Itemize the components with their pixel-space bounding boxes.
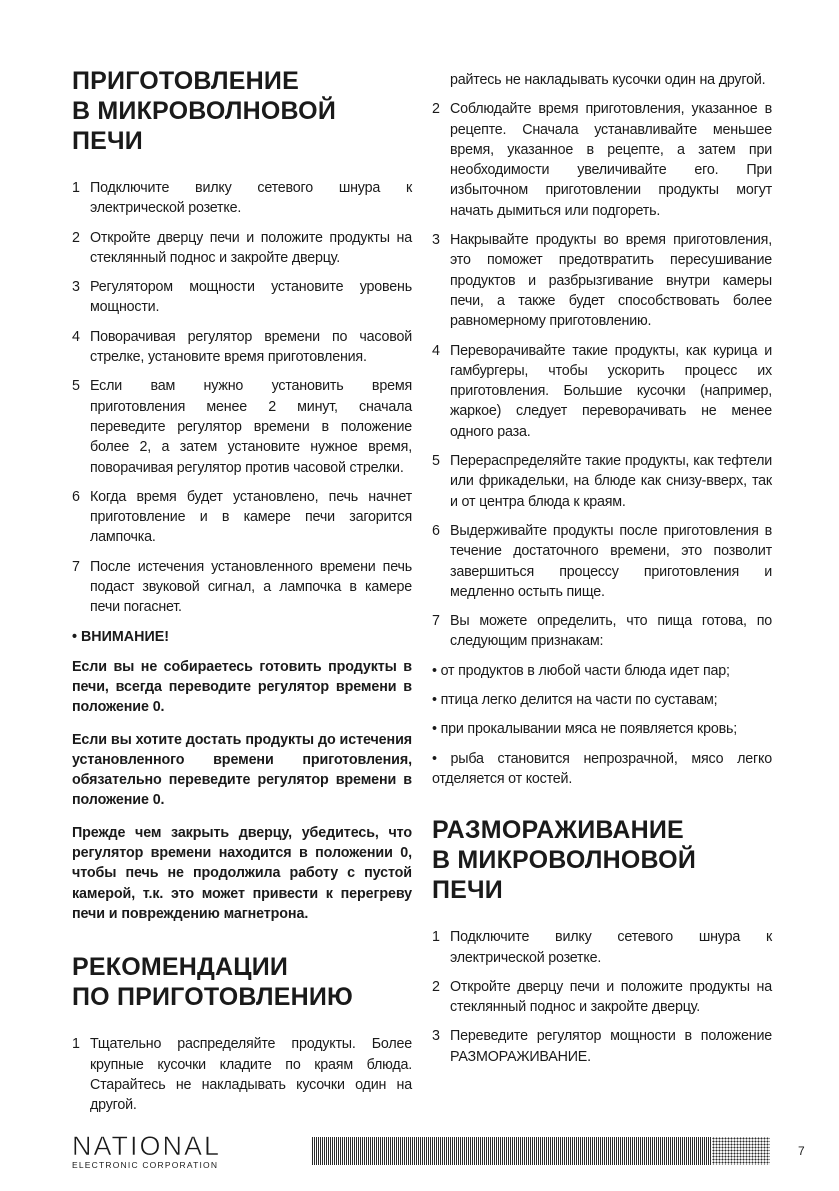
- step-number: 5: [432, 453, 440, 470]
- list-item: [72, 557, 412, 618]
- step-text: Когда время будет установлено, печь начнет приготовление и в камере печи загорится лампочка.: [90, 488, 412, 546]
- list-item: [72, 327, 412, 368]
- step-number: 6: [432, 522, 440, 539]
- list-item: [72, 487, 412, 548]
- step-text: Тщательно распределяйте продукты. Более крупные кусочки кладите по краям блюда. Старайтесь не накладывать кусочки один на другой.: [90, 1036, 412, 1114]
- step-text: Подключите вилку сетевого шнура к электрической розетке.: [90, 180, 412, 217]
- right-column: [432, 70, 772, 1076]
- step-text: Выдерживайте продукты после приготовления в течение достаточного времени, это позволит завершиться процессу приготовления и медленно остыть пище.: [450, 522, 772, 600]
- step-number: 1: [432, 929, 440, 946]
- readiness-bullet: • от продуктов в любой части блюда идет пар;: [432, 662, 730, 679]
- warning-heading: • ВНИМАНИЕ!: [72, 628, 170, 645]
- step-text: Регулятором мощности установите уровень мощности.: [90, 279, 412, 316]
- readiness-bullet: • при прокалывании мяса не появляется кровь;: [432, 721, 737, 738]
- section-title-line: РАЗМОРАЖИВАНИЕ: [432, 816, 684, 845]
- step-text: Переворачивайте такие продукты, как курица и гамбургеры, чтобы ускорить процесс их приготовления. Большие кусочки (например, жаркое) следует переворачивать не менее одного раза.: [450, 342, 772, 440]
- step-number: 7: [72, 558, 80, 575]
- step-number: 6: [72, 488, 80, 505]
- section-title-cooking: [72, 66, 412, 156]
- step-number: 3: [72, 279, 80, 296]
- logo-subtitle: ELECTRONIC CORPORATION: [72, 1160, 219, 1170]
- list-item: [72, 277, 412, 318]
- step-number: 4: [72, 328, 80, 345]
- list-item: [432, 451, 772, 512]
- list-item: [72, 1034, 412, 1114]
- section-title-recommendations: [72, 952, 412, 1012]
- decorative-dot-pattern: [712, 1137, 770, 1165]
- left-column: [72, 66, 412, 1114]
- page-number: 7: [798, 1144, 805, 1158]
- step-text: Накрывайте продукты во время приготовления, это поможет предотвратить пересушивание продуктов и разбрызгивание внутри камеры печи, а также будет способствовать более равномерному приготовлению.: [450, 232, 772, 330]
- warning-paragraph: Если вы не собираетесь готовить продукты в печи, всегда переводите регулятор времени в положение 0.: [72, 658, 412, 716]
- step-text: Соблюдайте время приготовления, указанное в рецепте. Сначала устанавливайте меньшее время, указанное в рецепте, а затем при необходимости увеличивайте его. При избыточном приготовлении продукты могут начать дымиться или подгореть.: [450, 101, 772, 219]
- logo-wordmark: NATIONAL: [72, 1131, 222, 1161]
- readiness-bullet: • рыба становится непрозрачной, мясо легко отделяется от костей.: [432, 750, 772, 787]
- step-text: Если вам нужно установить время приготовления менее 2 минут, сначала переведите регулятор времени в положение более 2, а затем установите нужное время, поворачивая регулятор против часовой стрелки.: [90, 378, 412, 476]
- step-number: 2: [432, 101, 440, 118]
- step-number: 1: [72, 180, 80, 196]
- step-text: Поворачивая регулятор времени по часовой стрелке, установите время приготовления.: [90, 328, 412, 366]
- national-logo: [72, 1133, 277, 1169]
- list-item: [432, 230, 772, 331]
- warning-paragraph: Если вы хотите достать продукты до истечения установленного времени приготовления, обязательно переведите регулятор времени в положение 0.: [72, 731, 412, 809]
- list-item: [432, 927, 772, 968]
- step-number: 3: [432, 232, 440, 249]
- list-item: [72, 178, 412, 219]
- section-title-defrost: [432, 815, 772, 905]
- recommendations-list-start: [72, 1034, 412, 1114]
- step-continuation: райтесь не накладывать кусочки один на другой.: [450, 72, 766, 88]
- step-number: 1: [72, 1036, 80, 1053]
- page-footer: [72, 1133, 812, 1173]
- section-title-line: В МИКРОВОЛНОВОЙ ПЕЧИ: [432, 846, 696, 905]
- step-text: Переведите регулятор мощности в положение РАЗМОРАЖИВАНИЕ.: [450, 1028, 772, 1065]
- list-item: [432, 521, 772, 602]
- cooking-steps-list: [72, 178, 412, 618]
- warning-paragraph: Прежде чем закрыть дверцу, убедитесь, что регулятор времени находится в положении 0, чтобы печь не продолжила работу с пустой камерой, т.к. это может привести к перегреву печи и повреждению магнетрона.: [72, 824, 412, 922]
- step-text: После истечения установленного времени печь подаст звуковой сигнал, а лампочка в камере печи погаснет.: [90, 558, 412, 616]
- step-number: 2: [432, 978, 440, 995]
- list-item: [72, 228, 412, 269]
- step-number: 2: [72, 229, 80, 246]
- list-item: [432, 977, 772, 1018]
- section-title-line: ПО ПРИГОТОВЛЕНИЮ: [72, 983, 354, 1012]
- list-item: [432, 341, 772, 442]
- list-item: [72, 376, 412, 477]
- step-number: 5: [72, 378, 80, 395]
- list-item: [432, 1026, 772, 1067]
- step-text: Перераспределяйте такие продукты, как тефтели или фрикадельки, на блюде как снизу-вверх, так и от центра блюда к краям.: [450, 453, 772, 510]
- list-item: [432, 611, 772, 652]
- decorative-stripe-bar: [312, 1137, 770, 1165]
- step-text: Вы можете определить, что пища готова, по следующим признакам:: [450, 613, 772, 650]
- step-number: 4: [432, 342, 440, 359]
- readiness-bullet: • птица легко делится на части по суставам;: [432, 692, 718, 709]
- section-title-line: В МИКРОВОЛНОВОЙ ПЕЧИ: [72, 97, 336, 155]
- section-title-line: ПРИГОТОВЛЕНИЕ: [72, 67, 299, 95]
- recommendations-list: [432, 99, 772, 651]
- step-number: 3: [432, 1028, 440, 1045]
- list-item: [432, 99, 772, 221]
- step-text: Подключите вилку сетевого шнура к электрической розетке.: [450, 929, 772, 966]
- section-title-line: РЕКОМЕНДАЦИИ: [72, 953, 289, 982]
- step-text: Откройте дверцу печи и положите продукты на стеклянный поднос и закройте дверцу.: [450, 978, 772, 1016]
- step-number: 7: [432, 613, 440, 630]
- defrost-steps-list: [432, 927, 772, 1067]
- step-text: Откройте дверцу печи и положите продукты на стеклянный поднос и закройте дверцу.: [90, 229, 412, 266]
